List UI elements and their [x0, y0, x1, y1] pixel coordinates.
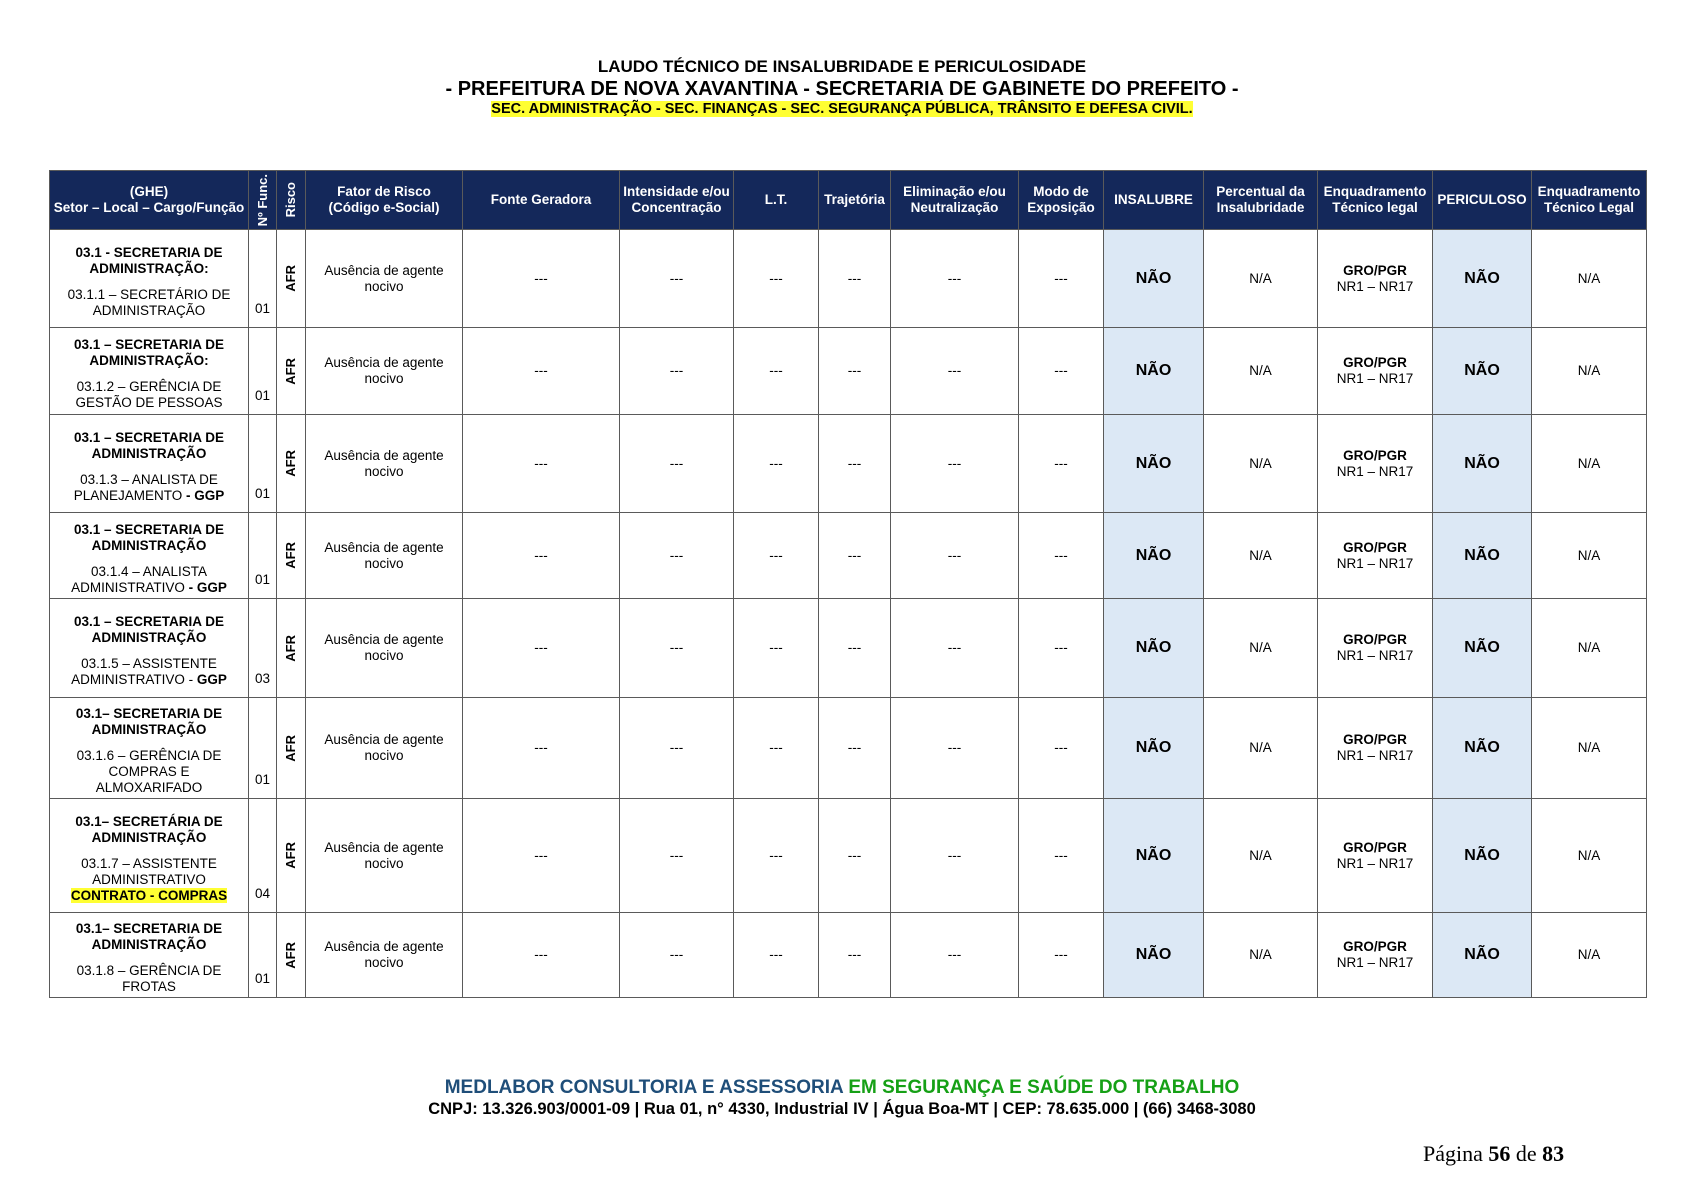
- risco-cell: AFR: [277, 328, 306, 415]
- table-row: [50, 799, 1647, 913]
- risco-cell: AFR: [277, 599, 306, 698]
- enquadramento-2-cell: N/A: [1532, 328, 1647, 415]
- nfunc-cell: 01: [249, 328, 277, 415]
- intensidade-cell: ---: [620, 513, 734, 599]
- risco-cell: AFR: [277, 513, 306, 599]
- lt-cell: ---: [734, 799, 819, 913]
- fonte-cell: ---: [463, 913, 620, 998]
- col-periculoso: PERICULOSO: [1433, 171, 1532, 230]
- col-intensidade: Intensidade e/ou Concentração: [620, 171, 734, 230]
- nfunc-cell: 01: [249, 230, 277, 328]
- intensidade-cell: ---: [620, 599, 734, 698]
- eliminacao-cell: ---: [891, 328, 1019, 415]
- enquadramento-cell: GRO/PGR NR1 – NR17: [1318, 513, 1433, 599]
- ghe-cell: 03.1 – SECRETARIA DE ADMINISTRAÇÃO 03.1.4 – ANALISTA ADMINISTRATIVO - GGP: [50, 513, 249, 599]
- document-departments: [0, 101, 1684, 117]
- enquadramento-cell: GRO/PGR NR1 – NR17: [1318, 698, 1433, 799]
- risco-cell: AFR: [277, 230, 306, 328]
- col-risco: Risco: [277, 171, 306, 230]
- ghe-cell: 03.1– SECRETARIA DE ADMINISTRAÇÃO 03.1.6 – GERÊNCIA DE COMPRAS E ALMOXARIFADO: [50, 698, 249, 799]
- intensidade-cell: ---: [620, 415, 734, 513]
- ghe-cell: 03.1– SECRETARIA DE ADMINISTRAÇÃO 03.1.8 – GERÊNCIA DE FROTAS: [50, 913, 249, 998]
- ghe-cell: 03.1 – SECRETARIA DE ADMINISTRAÇÃO: 03.1.2 – GERÊNCIA DE GESTÃO DE PESSOAS: [50, 328, 249, 415]
- lt-cell: ---: [734, 698, 819, 799]
- risco-cell: AFR: [277, 415, 306, 513]
- lt-cell: ---: [734, 599, 819, 698]
- enquadramento-cell: GRO/PGR NR1 – NR17: [1318, 599, 1433, 698]
- modo-cell: ---: [1019, 328, 1104, 415]
- nfunc-cell: 01: [249, 513, 277, 599]
- departments-highlight: SEC. ADMINISTRAÇÃO - SEC. FINANÇAS - SEC. SEGURANÇA PÚBLICA, TRÂNSITO E DEFESA CIVIL.: [491, 101, 1193, 117]
- percentual-cell: N/A: [1204, 230, 1318, 328]
- highlighted-cargo: CONTRATO - COMPRAS: [70, 887, 228, 903]
- col-enquadramento: Enquadramento Técnico legal: [1318, 171, 1433, 230]
- nfunc-cell: 04: [249, 799, 277, 913]
- nfunc-cell: 03: [249, 599, 277, 698]
- enquadramento-2-cell: N/A: [1532, 799, 1647, 913]
- fonte-cell: ---: [463, 415, 620, 513]
- col-ghe: (GHE) Setor – Local – Cargo/Função: [50, 171, 249, 230]
- modo-cell: ---: [1019, 230, 1104, 328]
- insalubre-cell: NÃO: [1104, 698, 1204, 799]
- enquadramento-cell: GRO/PGR NR1 – NR17: [1318, 799, 1433, 913]
- fonte-cell: ---: [463, 698, 620, 799]
- enquadramento-cell: GRO/PGR NR1 – NR17: [1318, 913, 1433, 998]
- company-specialty: EM SEGURANÇA E SAÚDE DO TRABALHO: [848, 1077, 1240, 1098]
- insalubre-cell: NÃO: [1104, 599, 1204, 698]
- company-name: MEDLABOR CONSULTORIA E ASSESSORIA: [444, 1077, 849, 1098]
- periculoso-cell: NÃO: [1433, 599, 1532, 698]
- lt-cell: ---: [734, 230, 819, 328]
- fator-cell: Ausência de agente nocivo: [306, 328, 463, 415]
- modo-cell: ---: [1019, 698, 1104, 799]
- enquadramento-cell: GRO/PGR NR1 – NR17: [1318, 415, 1433, 513]
- trajetoria-cell: ---: [819, 230, 891, 328]
- periculoso-cell: NÃO: [1433, 328, 1532, 415]
- percentual-cell: N/A: [1204, 415, 1318, 513]
- trajetoria-cell: ---: [819, 328, 891, 415]
- enquadramento-2-cell: N/A: [1532, 415, 1647, 513]
- trajetoria-cell: ---: [819, 799, 891, 913]
- modo-cell: ---: [1019, 513, 1104, 599]
- percentual-cell: N/A: [1204, 328, 1318, 415]
- eliminacao-cell: ---: [891, 599, 1019, 698]
- nfunc-cell: 01: [249, 913, 277, 998]
- table-row: [50, 230, 1647, 328]
- table-row: [50, 913, 1647, 998]
- nfunc-cell: 01: [249, 698, 277, 799]
- eliminacao-cell: ---: [891, 415, 1019, 513]
- ghe-cell: 03.1 – SECRETARIA DE ADMINISTRAÇÃO 03.1.5 – ASSISTENTE ADMINISTRATIVO - GGP: [50, 599, 249, 698]
- intensidade-cell: ---: [620, 913, 734, 998]
- col-modo: Modo de Exposição: [1019, 171, 1104, 230]
- col-fator: Fator de Risco (Código e-Social): [306, 171, 463, 230]
- periculoso-cell: NÃO: [1433, 230, 1532, 328]
- table-row: [50, 415, 1647, 513]
- table-row: [50, 513, 1647, 599]
- trajetoria-cell: ---: [819, 415, 891, 513]
- percentual-cell: N/A: [1204, 698, 1318, 799]
- fator-cell: Ausência de agente nocivo: [306, 799, 463, 913]
- col-enquadramento-2: Enquadramento Técnico Legal: [1532, 171, 1647, 230]
- periculoso-cell: NÃO: [1433, 698, 1532, 799]
- eliminacao-cell: ---: [891, 230, 1019, 328]
- ghe-cell: 03.1 - SECRETARIA DE ADMINISTRAÇÃO: 03.1.1 – SECRETÁRIO DE ADMINISTRAÇÃO: [50, 230, 249, 328]
- eliminacao-cell: ---: [891, 698, 1019, 799]
- fator-cell: Ausência de agente nocivo: [306, 415, 463, 513]
- col-insalubre: INSALUBRE: [1104, 171, 1204, 230]
- risco-cell: AFR: [277, 799, 306, 913]
- intensidade-cell: ---: [620, 328, 734, 415]
- lt-cell: ---: [734, 513, 819, 599]
- footer-company: [0, 1077, 1684, 1099]
- fator-cell: Ausência de agente nocivo: [306, 698, 463, 799]
- col-nfunc: Nº Func.: [249, 171, 277, 230]
- enquadramento-cell: GRO/PGR NR1 – NR17: [1318, 328, 1433, 415]
- percentual-cell: N/A: [1204, 913, 1318, 998]
- document-title: LAUDO TÉCNICO DE INSALUBRIDADE E PERICULOSIDADE: [597, 57, 1087, 76]
- fonte-cell: ---: [463, 599, 620, 698]
- col-percentual: Percentual da Insalubridade: [1204, 171, 1318, 230]
- percentual-cell: N/A: [1204, 513, 1318, 599]
- fonte-cell: ---: [463, 799, 620, 913]
- insalubre-cell: NÃO: [1104, 799, 1204, 913]
- eliminacao-cell: ---: [891, 913, 1019, 998]
- insalubre-cell: NÃO: [1104, 415, 1204, 513]
- fator-cell: Ausência de agente nocivo: [306, 513, 463, 599]
- document-subtitle: - PREFEITURA DE NOVA XAVANTINA - SECRETARIA DE GABINETE DO PREFEITO -: [445, 78, 1239, 100]
- trajetoria-cell: ---: [819, 599, 891, 698]
- trajetoria-cell: ---: [819, 513, 891, 599]
- trajetoria-cell: ---: [819, 698, 891, 799]
- fator-cell: Ausência de agente nocivo: [306, 599, 463, 698]
- col-lt: L.T.: [734, 171, 819, 230]
- col-trajetoria: Trajetória: [819, 171, 891, 230]
- modo-cell: ---: [1019, 799, 1104, 913]
- lt-cell: ---: [734, 328, 819, 415]
- percentual-cell: N/A: [1204, 599, 1318, 698]
- risco-cell: AFR: [277, 913, 306, 998]
- table-header-row: [50, 171, 1647, 230]
- risk-table: [49, 170, 1647, 998]
- enquadramento-2-cell: N/A: [1532, 599, 1647, 698]
- col-fonte: Fonte Geradora: [463, 171, 620, 230]
- lt-cell: ---: [734, 913, 819, 998]
- intensidade-cell: ---: [620, 799, 734, 913]
- enquadramento-2-cell: N/A: [1532, 913, 1647, 998]
- trajetoria-cell: ---: [819, 913, 891, 998]
- intensidade-cell: ---: [620, 230, 734, 328]
- modo-cell: ---: [1019, 415, 1104, 513]
- ghe-cell: 03.1 – SECRETARIA DE ADMINISTRAÇÃO 03.1.3 – ANALISTA DE PLANEJAMENTO - GGP: [50, 415, 249, 513]
- enquadramento-2-cell: N/A: [1532, 698, 1647, 799]
- enquadramento-cell: GRO/PGR NR1 – NR17: [1318, 230, 1433, 328]
- intensidade-cell: ---: [620, 698, 734, 799]
- table-row: [50, 328, 1647, 415]
- periculoso-cell: NÃO: [1433, 415, 1532, 513]
- insalubre-cell: NÃO: [1104, 913, 1204, 998]
- table-row: [50, 698, 1647, 799]
- table-row: [50, 599, 1647, 698]
- fator-cell: Ausência de agente nocivo: [306, 230, 463, 328]
- page-number: Página 56 de 83: [1423, 1141, 1565, 1166]
- nfunc-cell: 01: [249, 415, 277, 513]
- enquadramento-2-cell: N/A: [1532, 230, 1647, 328]
- footer-address: CNPJ: 13.326.903/0001-09 | Rua 01, n° 4330, Industrial IV | Água Boa-MT | CEP: 78.635.000 | (66) 3468-3080: [428, 1100, 1256, 1118]
- periculoso-cell: NÃO: [1433, 913, 1532, 998]
- modo-cell: ---: [1019, 599, 1104, 698]
- modo-cell: ---: [1019, 913, 1104, 998]
- periculoso-cell: NÃO: [1433, 799, 1532, 913]
- col-eliminacao: Eliminação e/ou Neutralização: [891, 171, 1019, 230]
- percentual-cell: N/A: [1204, 799, 1318, 913]
- insalubre-cell: NÃO: [1104, 328, 1204, 415]
- eliminacao-cell: ---: [891, 513, 1019, 599]
- lt-cell: ---: [734, 415, 819, 513]
- ghe-cell: 03.1– SECRETÁRIA DE ADMINISTRAÇÃO 03.1.7 – ASSISTENTE ADMINISTRATIVO CONTRATO - COMPRAS: [50, 799, 249, 913]
- fonte-cell: ---: [463, 230, 620, 328]
- fator-cell: Ausência de agente nocivo: [306, 913, 463, 998]
- fonte-cell: ---: [463, 513, 620, 599]
- fonte-cell: ---: [463, 328, 620, 415]
- risco-cell: AFR: [277, 698, 306, 799]
- insalubre-cell: NÃO: [1104, 513, 1204, 599]
- insalubre-cell: NÃO: [1104, 230, 1204, 328]
- periculoso-cell: NÃO: [1433, 513, 1532, 599]
- enquadramento-2-cell: N/A: [1532, 513, 1647, 599]
- eliminacao-cell: ---: [891, 799, 1019, 913]
